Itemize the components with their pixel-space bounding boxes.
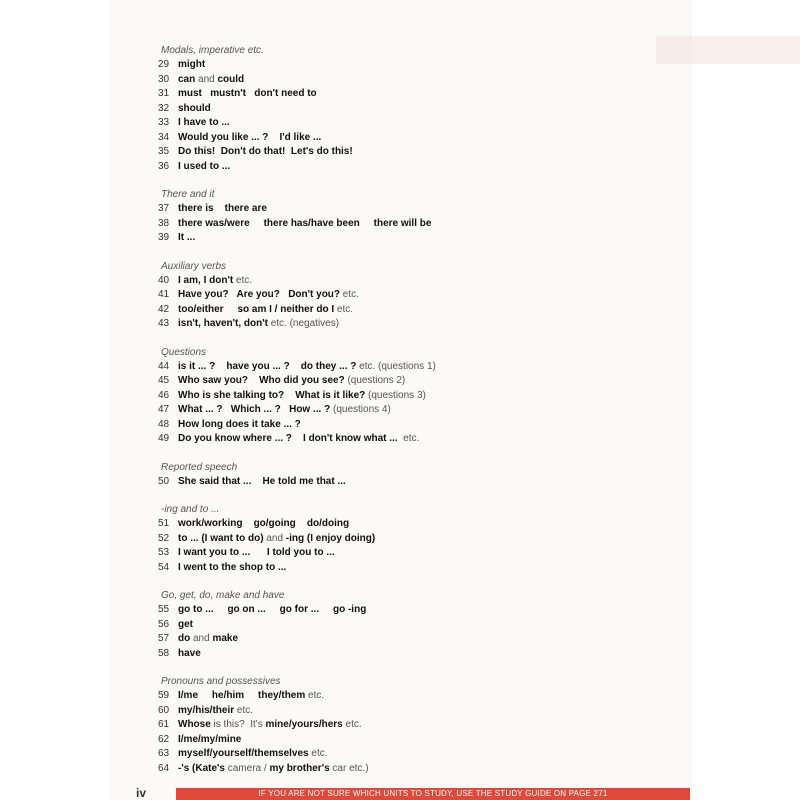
- unit-title-part: Have you? Are you? Don't you?: [178, 289, 341, 300]
- unit-entry: [158, 647, 538, 662]
- unit-title-part: get: [178, 618, 193, 630]
- section-heading: Go, get, do, make and have: [161, 590, 285, 601]
- unit-title-part: I am, I don't: [178, 274, 234, 286]
- unit-title-part: is this? It's: [210, 719, 266, 730]
- unit-title: [178, 360, 436, 375]
- unit-title: [178, 647, 201, 662]
- unit-title: [178, 546, 335, 561]
- contents-section: [158, 675, 538, 776]
- unit-title: [178, 217, 431, 232]
- unit-title-part: can: [178, 73, 196, 85]
- unit-title-part: etc.: [234, 704, 254, 716]
- unit-title: [178, 532, 375, 547]
- unit-title-part: -'s (Kate's: [178, 762, 225, 774]
- unit-number: 55: [158, 604, 170, 615]
- unit-entry: [158, 632, 538, 647]
- unit-entry: [158, 274, 538, 289]
- unit-title: [178, 704, 253, 719]
- unit-entry: [158, 689, 538, 704]
- unit-number: 42: [158, 303, 170, 315]
- unit-number: 37: [158, 203, 170, 214]
- contents-section: [158, 44, 538, 174]
- unit-title: [178, 733, 241, 748]
- contents-section: [158, 503, 538, 575]
- unit-number: 61: [158, 719, 170, 730]
- unit-title: [178, 145, 353, 160]
- unit-title: [178, 747, 328, 762]
- unit-title-part: (questions 2): [344, 375, 406, 386]
- unit-number: 35: [158, 146, 170, 157]
- unit-title: [178, 87, 317, 102]
- unit-title-part: make: [212, 633, 239, 644]
- unit-entry: [158, 102, 538, 117]
- unit-number: 32: [158, 102, 170, 114]
- unit-number: 63: [158, 748, 170, 759]
- unit-entry: [158, 374, 538, 389]
- contents-tab: [656, 36, 800, 64]
- unit-title: [178, 116, 230, 131]
- unit-title-part: etc.: [397, 433, 420, 444]
- unit-title-part: there was/were there has/have been there will be: [178, 217, 432, 229]
- unit-title-part: etc. (negatives): [267, 318, 340, 329]
- unit-title: [178, 403, 391, 418]
- unit-title-part: etc.: [305, 690, 325, 701]
- unit-title-part: my/his/their: [178, 704, 235, 716]
- unit-number: 30: [158, 73, 170, 85]
- unit-number: 59: [158, 690, 170, 701]
- unit-entry: [158, 217, 538, 232]
- unit-entry: [158, 403, 538, 418]
- unit-title: [178, 231, 195, 246]
- unit-title: [178, 317, 339, 332]
- unit-title-part: to ... (I want to do): [178, 532, 264, 544]
- unit-number: 36: [158, 160, 170, 172]
- unit-entry: [158, 317, 538, 332]
- unit-title-part: I used to ...: [178, 160, 231, 172]
- unit-entry: [158, 603, 538, 618]
- section-heading: Questions: [161, 346, 207, 358]
- unit-entry: [158, 116, 538, 131]
- unit-entry: [158, 747, 538, 762]
- unit-title-part: Do you know where ... ? I don't know what ...: [178, 433, 398, 444]
- unit-number: 41: [158, 289, 170, 300]
- unit-title: [178, 274, 252, 289]
- unit-title-part: Do this! Don't do that! Let's do this!: [178, 146, 353, 157]
- unit-title-part: (questions 4): [330, 404, 391, 415]
- unit-title-part: etc.: [340, 289, 359, 300]
- unit-title-part: could: [217, 73, 245, 85]
- unit-entry: [158, 418, 538, 433]
- unit-entry: [158, 561, 538, 576]
- contents-section: [158, 589, 538, 661]
- unit-title: [178, 618, 193, 633]
- unit-title-part: should: [178, 102, 211, 114]
- unit-number: 33: [158, 117, 170, 128]
- unit-title-part: my brother's: [269, 762, 330, 774]
- unit-number: 43: [158, 318, 170, 329]
- unit-title: [178, 102, 211, 117]
- unit-title-part: car etc.): [329, 762, 369, 774]
- unit-entry: [158, 704, 538, 719]
- unit-title-part: I went to the shop to ...: [178, 561, 287, 573]
- unit-entry: [158, 517, 538, 532]
- unit-title-part: and: [195, 73, 218, 85]
- contents-section: [158, 461, 538, 490]
- unit-title-part: etc.: [233, 274, 253, 286]
- unit-title: [178, 374, 405, 389]
- unit-number: 51: [158, 518, 170, 529]
- unit-title: [178, 389, 426, 404]
- unit-title-part: have: [178, 647, 201, 659]
- contents-list: [158, 44, 538, 790]
- unit-title: [178, 561, 286, 576]
- unit-title-part: might: [178, 59, 206, 70]
- unit-title-part: etc.: [308, 748, 328, 759]
- unit-title-part: It ...: [178, 232, 196, 243]
- unit-entry: [158, 762, 538, 777]
- unit-title: [178, 432, 419, 447]
- unit-number: 50: [158, 475, 170, 487]
- unit-title: [178, 288, 359, 303]
- unit-entry: [158, 618, 538, 633]
- unit-number: 60: [158, 704, 170, 716]
- unit-number: 38: [158, 217, 170, 229]
- unit-number: 53: [158, 547, 170, 558]
- section-heading: Reported speech: [161, 461, 238, 473]
- unit-title-part: -ing (I enjoy doing): [285, 532, 376, 544]
- unit-entry: [158, 131, 538, 146]
- unit-title-part: I want you to ... I told you to ...: [178, 547, 335, 558]
- unit-number: 31: [158, 88, 170, 99]
- unit-number: 48: [158, 418, 170, 430]
- unit-title-part: there is there are: [178, 203, 267, 214]
- unit-number: 39: [158, 232, 170, 243]
- unit-title-part: (questions 3): [365, 389, 426, 401]
- unit-title-part: I/me he/him they/them: [178, 690, 306, 701]
- unit-number: 49: [158, 433, 170, 444]
- unit-title: [178, 603, 366, 618]
- unit-title-part: Whose: [178, 719, 211, 730]
- unit-title: [178, 202, 267, 217]
- unit-title-part: Who saw you? Who did you see?: [178, 375, 345, 386]
- unit-title-part: do: [178, 633, 191, 644]
- unit-title: [178, 418, 301, 433]
- unit-entry: [158, 303, 538, 318]
- unit-entry: [158, 475, 538, 490]
- unit-entry: [158, 145, 538, 160]
- unit-number: 57: [158, 633, 170, 644]
- unit-title-part: mine/yours/hers: [265, 719, 343, 730]
- unit-title-part: I have to ...: [178, 117, 230, 128]
- contents-section: [158, 188, 538, 246]
- unit-number: 58: [158, 647, 170, 659]
- unit-number: 64: [158, 762, 170, 774]
- unit-title-part: etc. (questions 1): [356, 360, 436, 372]
- contents-section: [158, 346, 538, 447]
- unit-title-part: isn't, haven't, don't: [178, 318, 268, 329]
- unit-entry: [158, 733, 538, 748]
- study-guide-banner: IF YOU ARE NOT SURE WHICH UNITS TO STUDY, USE THE STUDY GUIDE ON PAGE 271: [176, 788, 690, 800]
- unit-title-part: go to ... go on ... go for ... go -ing: [178, 604, 367, 615]
- unit-title: [178, 303, 353, 318]
- unit-entry: [158, 160, 538, 175]
- page-number: iv: [136, 786, 147, 800]
- unit-title-part: Would you like ... ? I'd like ...: [178, 131, 322, 143]
- unit-entry: [158, 432, 538, 447]
- section-heading: -ing and to ...: [161, 504, 220, 515]
- unit-title-part: camera /: [225, 762, 270, 774]
- unit-number: 44: [158, 360, 170, 372]
- unit-title: [178, 632, 238, 647]
- unit-title-part: etc.: [342, 719, 362, 730]
- unit-number: 54: [158, 561, 170, 573]
- unit-title: [178, 517, 349, 532]
- unit-title-part: and: [263, 532, 286, 544]
- unit-number: 40: [158, 274, 170, 286]
- unit-entry: [158, 87, 538, 102]
- unit-entry: [158, 546, 538, 561]
- unit-title-part: How long does it take ... ?: [178, 418, 301, 430]
- unit-title: [178, 58, 205, 73]
- unit-title-part: myself/yourself/themselves: [178, 748, 309, 759]
- unit-title: [178, 762, 369, 777]
- unit-title-part: Who is she talking to? What is it like?: [178, 389, 366, 401]
- unit-title-part: too/either so am I / neither do I: [178, 303, 335, 315]
- unit-entry: [158, 73, 538, 88]
- unit-entry: [158, 389, 538, 404]
- unit-title: [178, 160, 230, 175]
- unit-title-part: I/me/my/mine: [178, 733, 242, 745]
- unit-number: 52: [158, 532, 170, 544]
- unit-number: 45: [158, 375, 170, 386]
- unit-title: [178, 73, 244, 88]
- unit-title-part: must mustn't don't need to: [178, 88, 317, 99]
- unit-number: 47: [158, 404, 170, 415]
- section-heading: Auxiliary verbs: [161, 260, 227, 272]
- unit-title-part: is it ... ? have you ... ? do they ... ?: [178, 360, 357, 372]
- section-heading: Modals, imperative etc.: [161, 45, 264, 56]
- unit-number: 34: [158, 131, 170, 143]
- unit-entry: [158, 231, 538, 246]
- unit-title-part: work/working go/going do/doing: [178, 518, 350, 529]
- contents-section: [158, 260, 538, 332]
- unit-entry: [158, 288, 538, 303]
- unit-title-part: and: [190, 633, 213, 644]
- unit-title-part: etc.: [334, 303, 354, 315]
- unit-number: 62: [158, 733, 170, 745]
- section-heading: Pronouns and possessives: [161, 676, 281, 687]
- unit-number: 46: [158, 389, 170, 401]
- unit-title-part: She said that ... He told me that ...: [178, 475, 346, 487]
- unit-entry: [158, 718, 538, 733]
- unit-entry: [158, 532, 538, 547]
- unit-title: [178, 718, 362, 733]
- unit-title: [178, 475, 346, 490]
- unit-entry: [158, 360, 538, 375]
- unit-entry: [158, 202, 538, 217]
- unit-title: [178, 689, 324, 704]
- unit-title: [178, 131, 321, 146]
- unit-entry: [158, 58, 538, 73]
- unit-number: 29: [158, 59, 170, 70]
- section-heading: There and it: [161, 189, 215, 200]
- unit-number: 56: [158, 618, 170, 630]
- unit-title-part: What ... ? Which ... ? How ... ?: [178, 404, 331, 415]
